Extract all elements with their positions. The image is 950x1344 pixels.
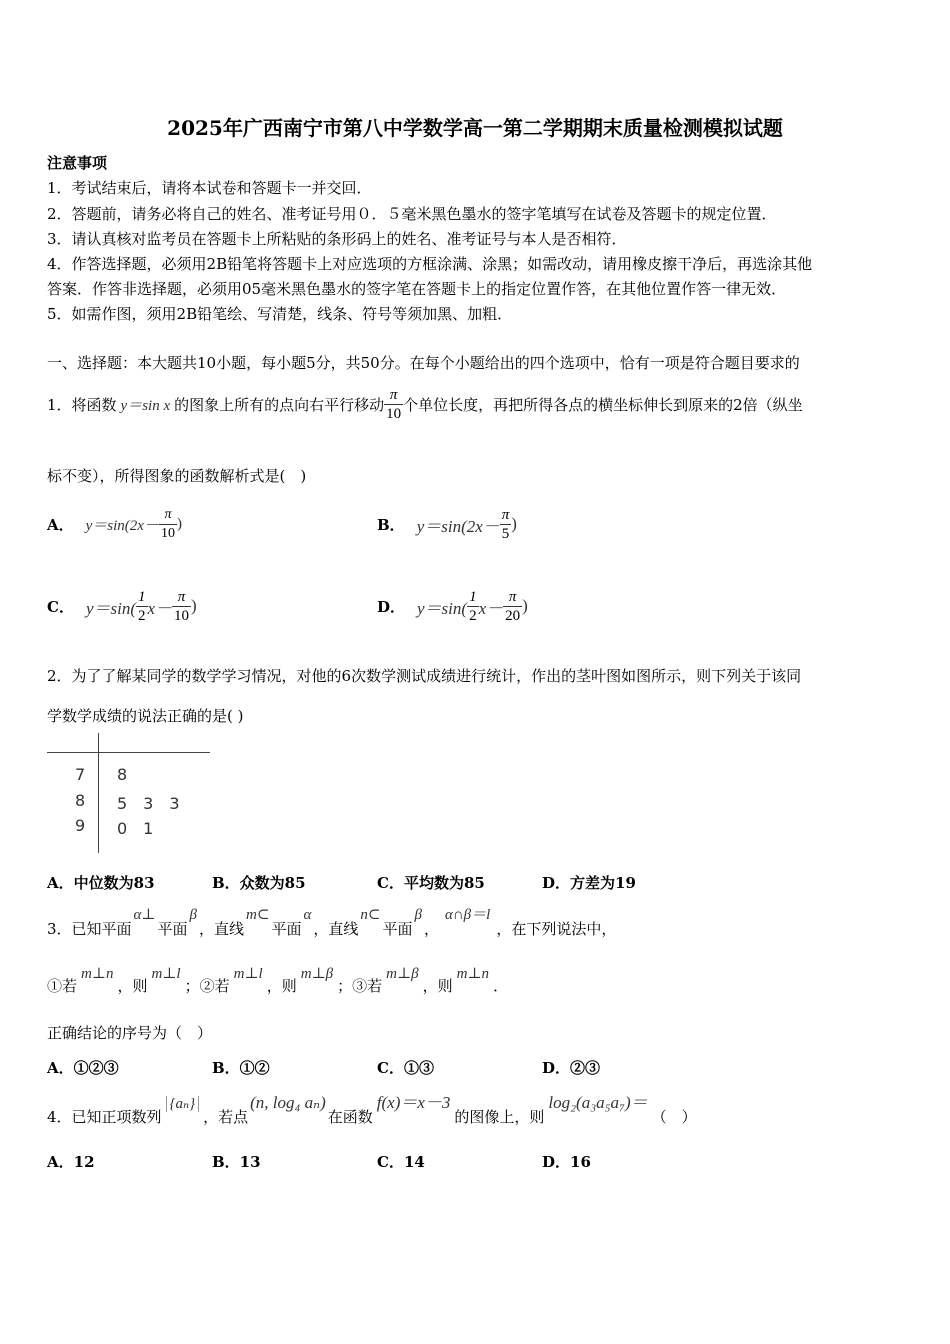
q4-option-b[interactable]: B．13: [212, 1153, 261, 1171]
stem: 9: [75, 816, 86, 835]
notice-item: 3．请认真核对监考员在答题卡上所粘贴的条形码上的姓名、准考证号与本人是否相符．: [47, 230, 627, 248]
notice-item: 5．如需作图，须用2B铅笔绘、写清楚，线条、符号等须加黑、加粗．: [47, 305, 513, 323]
q3-option-d[interactable]: D．②③: [542, 1059, 601, 1077]
q1-text: 个单位长度，再把所得各点的横坐标伸长到原来的2倍（纵坐: [403, 395, 803, 414]
q1-option-a[interactable]: A． y＝sin(2x－ $\frac{\pi}{10}$ ): [47, 506, 182, 541]
stem-leaf-vertical-line: [98, 733, 99, 853]
q4-option-a[interactable]: A．12: [47, 1153, 95, 1171]
question-3: 3．已知平面α⊥平面β，直线m⊂平面α，直线n⊂平面β，α∩β＝l，在下列说法中，: [47, 907, 617, 938]
leaves: 5 3 3: [117, 794, 180, 813]
page-title: 2025年广西南宁市第八中学数学高一第二学期期末质量检测模拟试题: [167, 116, 783, 140]
q1-option-d[interactable]: D． y＝sin( $\frac{1}{2}$ x－ $\frac{\pi}{20}$ ): [377, 588, 528, 624]
stem: 8: [75, 791, 86, 810]
question-2-continued: 学数学成绩的说法正确的是( ): [47, 707, 244, 725]
leaves: 8: [117, 765, 128, 784]
q2-option-b[interactable]: B．众数为85: [212, 874, 306, 892]
q3-prompt: 正确结论的序号为（ ）: [47, 1024, 213, 1042]
q1-number: 1．将函数: [47, 395, 117, 414]
q3-option-a[interactable]: A．①②③: [47, 1059, 119, 1077]
q2-option-c[interactable]: C．平均数为85: [377, 874, 485, 892]
q2-option-a[interactable]: A．中位数为83: [47, 874, 155, 892]
question-3-statements: ①若m⊥n，则m⊥l；②若m⊥l，则m⊥β；③若m⊥β，则m⊥n．: [47, 966, 509, 995]
notice-item: 1．考试结束后，请将本试卷和答题卡一并交回．: [47, 179, 372, 197]
q1-fraction: $\frac{\pi}{10}$: [386, 386, 402, 422]
q4-option-d[interactable]: D．16: [542, 1153, 591, 1171]
q3-option-c[interactable]: C．①③: [377, 1059, 434, 1077]
notice-item: 4．作答选择题，必须用2B铅笔将答题卡上对应选项的方框涂满、涂黑；如需改动，请用橡皮擦干净后，再选涂其他: [47, 255, 813, 273]
notice-heading: 注意事项: [47, 154, 108, 172]
question-1: [47, 382, 803, 426]
q2-option-d[interactable]: D．方差为19: [542, 874, 636, 892]
q1-option-c[interactable]: C． y＝sin( $\frac{1}{2}$ x－ $\frac{\pi}{10}$ ): [47, 588, 197, 624]
q1-option-b[interactable]: B． y＝sin(2x－ $\frac{\pi}{5}$ ): [377, 506, 517, 542]
stem: 7: [75, 765, 86, 784]
q1-text-continued: 标不变），所得图象的函数解析式是( ): [47, 467, 307, 485]
q1-function: y＝sin x: [120, 397, 171, 414]
leaves: 0 1: [117, 819, 154, 838]
section-heading: 一、选择题：本大题共10小题，每小题5分，共50分。在每个小题给出的四个选项中，恰有一项是符合题目要求的: [47, 354, 800, 372]
q1-text: 的图象上所有的点向右平行移动: [174, 395, 385, 414]
notice-item: 2．答题前，请务必将自己的姓名、准考证号用０．５毫米黑色墨水的签字笔填写在试卷及答题卡的规定位置．: [47, 205, 777, 223]
stem-leaf-plot: [47, 733, 212, 855]
q4-option-c[interactable]: C．14: [377, 1153, 425, 1171]
question-4: 4．已知正项数列{aₙ}，若点(n, log₄ aₙ)在函数f(x)＝x－3的图像上，则log₂(a₃a₅a₇)＝（ ）: [47, 1093, 697, 1126]
stem-leaf-horizontal-line: [47, 752, 210, 753]
notice-item: 答案．作答非选择题，必须用05毫米黑色墨水的签字笔在答题卡上的指定位置作答，在其他位置作答一律无效．: [47, 280, 787, 298]
q3-option-b[interactable]: B．①②: [212, 1059, 270, 1077]
question-2: 2．为了了解某同学的数学学习情况，对他的6次数学测试成绩进行统计，作出的茎叶图如图所示，则下列关于该同: [47, 667, 802, 685]
